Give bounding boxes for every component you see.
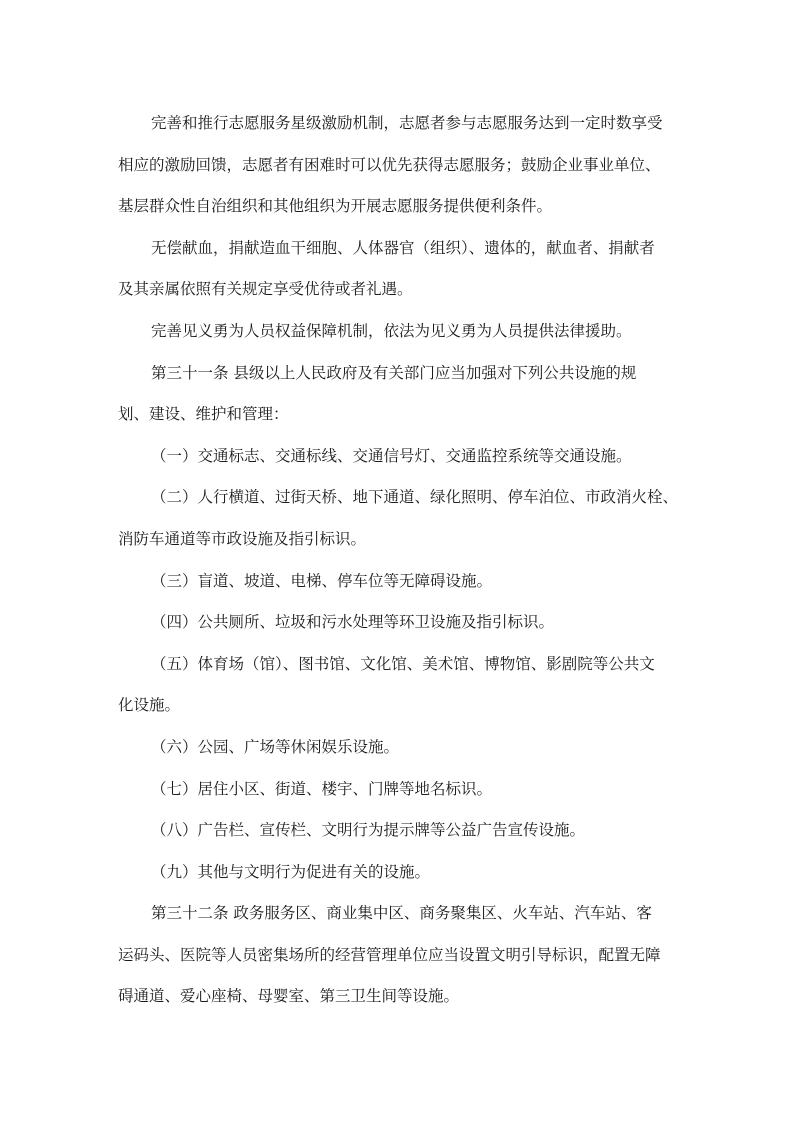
text-line: （七）居住小区、街道、楼宇、门牌等地名标识。 [151, 779, 493, 798]
list-item-7 [118, 769, 680, 811]
text-line: （五）体育场（馆）、图书馆、文化馆、美术馆、博物馆、影剧院等公共文 [151, 654, 655, 673]
text-line: （二）人行横道、过街天桥、地下通道、绿化照明、停车泊位、市政消火栓、 [151, 488, 679, 507]
document-body [118, 103, 680, 1018]
list-item-9 [118, 852, 680, 894]
text-line: （三）盲道、坡道、电梯、停车位等无障碍设施。 [151, 571, 493, 590]
text-line: 基层群众性自治组织和其他组织为开展志愿服务提供便利条件。 [118, 197, 553, 216]
list-item-8 [118, 810, 680, 852]
article-32 [118, 893, 680, 1018]
article-31 [118, 353, 680, 436]
text-line: 完善和推行志愿服务星级激励机制，志愿者参与志愿服务达到一定时数享受 [151, 114, 663, 132]
text-line: （四）公共厕所、垃圾和污水处理等环卫设施及指引标识。 [151, 613, 555, 632]
text-line: （一）交通标志、交通标线、交通信号灯、交通监控系统等交通设施。 [151, 446, 632, 465]
text-line: 第三十一条 县级以上人民政府及有关部门应当加强对下列公共设施的规 [151, 363, 637, 382]
paragraph-blood-donation [118, 228, 680, 311]
text-line: 及其亲属依照有关规定享受优待或者礼遇。 [118, 280, 413, 299]
list-item-4 [118, 602, 680, 644]
text-line: 相应的激励回馈，志愿者有困难时可以优先获得志愿服务；鼓励企业事业单位、 [118, 155, 661, 174]
text-line: 第三十二条 政务服务区、商业集中区、商务聚集区、火车站、汽车站、客 [151, 904, 652, 923]
text-line: 碍通道、爱心座椅、母婴室、第三卫生间等设施。 [118, 987, 460, 1006]
list-item-1 [118, 436, 680, 478]
text-line: （八）广告栏、宣传栏、文明行为提示牌等公益广告宣传设施。 [151, 821, 586, 840]
paragraph-bravery-protection [118, 311, 680, 353]
list-item-2 [118, 477, 680, 560]
text-line: 完善见义勇为人员权益保障机制，依法为见义勇为人员提供法律援助。 [151, 321, 632, 340]
list-item-5 [118, 644, 680, 727]
paragraph-volunteer-incentive [118, 103, 680, 228]
text-line: 消防车通道等市政设施及指引标识。 [118, 529, 367, 548]
text-line: 无偿献血，捐献造血干细胞、人体器官（组织）、遗体的，献血者、捐献者 [151, 238, 655, 257]
text-line: （六）公园、广场等休闲娱乐设施。 [151, 737, 400, 756]
text-line: （九）其他与文明行为促进有关的设施。 [151, 862, 431, 881]
list-item-6 [118, 727, 680, 769]
text-line: 划、建设、维护和管理： [118, 405, 289, 424]
text-line: 化设施。 [118, 696, 181, 715]
list-item-3 [118, 561, 680, 603]
text-line: 运码头、医院等人员密集场所的经营管理单位应当设置文明引导标识，配置无障 [118, 945, 661, 964]
